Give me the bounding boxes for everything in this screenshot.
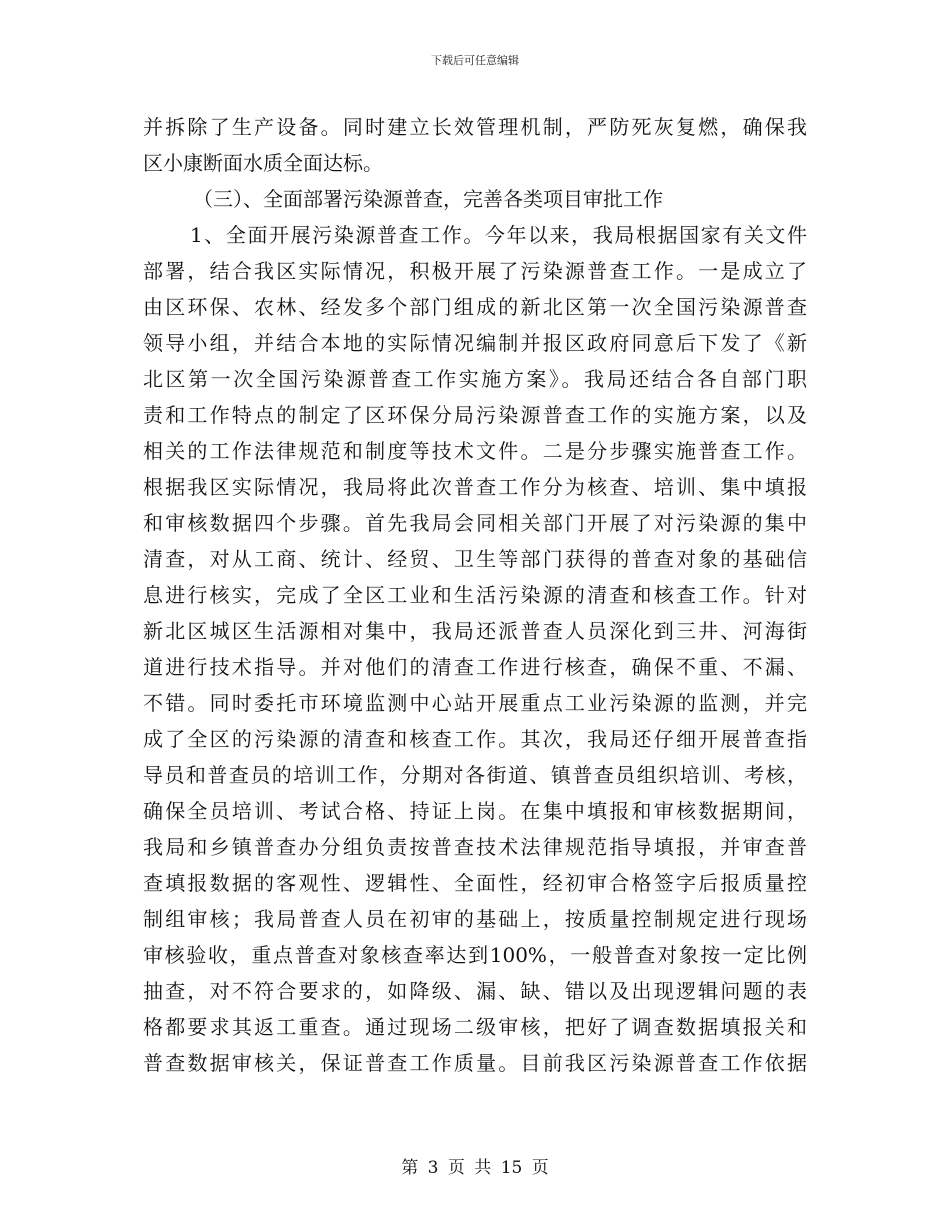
text-line: 格都要求其返工重查。通过现场二级审核，把好了调查数据填报关和 [143, 1015, 807, 1039]
text-line: 新北区城区生活源相对集中，我局还派普查人员深化到三井、河海街 [143, 619, 807, 643]
text-line: 查填报数据的客观性、逻辑性、全面性，经初审合格签字后报质量控 [143, 871, 807, 895]
text-line: 相关的工作法律规范和制度等技术文件。二是分步骤实施普查工作。 [143, 439, 807, 463]
text-line: 道进行技术指导。并对他们的清查工作进行核查，确保不重、不漏、 [143, 655, 807, 679]
text-line: 区小康断面水质全面达标。 [143, 151, 383, 175]
text-line: 清查，对从工商、统计、经贸、卫生等部门获得的普查对象的基础信 [143, 547, 807, 571]
text-line: 息进行核实，完成了全区工业和生活污染源的清查和核查工作。针对 [143, 583, 807, 607]
text-line: 审核验收，重点普查对象核查率达到100%，一般普查对象按一定比例 [143, 943, 807, 967]
section-heading: （三）、全面部署污染源普查，完善各类项目审批工作 [193, 187, 663, 211]
page-header: 下载后可任意编辑 [431, 54, 519, 67]
text-line: 领导小组，并结合本地的实际情况编制并报区政府同意后下发了《新 [143, 331, 807, 355]
page-footer: 第 3 页 共 15 页 [401, 1158, 549, 1178]
text-line: 我局和乡镇普查办分组负责按普查技术法律规范指导填报，并审查普 [143, 835, 807, 859]
text-line: 制组审核；我局普查人员在初审的基础上，按质量控制规定进行现场 [143, 907, 807, 931]
text-line: 北区第一次全国污染源普查工作实施方案》。我局还结合各自部门职 [143, 367, 807, 391]
document-body [143, 109, 807, 1081]
text-line: 确保全员培训、考试合格、持证上岗。在集中填报和审核数据期间， [143, 799, 807, 823]
text-line: 不错。同时委托市环境监测中心站开展重点工业污染源的监测，并完 [143, 691, 807, 715]
text-line: 由区环保、农林、经发多个部门组成的新北区第一次全国污染源普查 [143, 295, 807, 319]
text-line: 普查数据审核关，保证普查工作质量。目前我区污染源普查工作依据 [143, 1051, 807, 1075]
text-line: 导员和普查员的培训工作，分期对各街道、镇普查员组织培训、考核， [143, 763, 807, 787]
text-line: 责和工作特点的制定了区环保分局污染源普查工作的实施方案，以及 [143, 403, 807, 427]
text-line: 抽查，对不符合要求的，如降级、漏、缺、错以及出现逻辑问题的表 [143, 979, 807, 1003]
text-line: 成了全区的污染源的清查和核查工作。其次，我局还仔细开展普查指 [143, 727, 807, 751]
text-line: 和审核数据四个步骤。首先我局会同相关部门开展了对污染源的集中 [143, 511, 807, 535]
text-line: 1、全面开展污染源普查工作。今年以来，我局根据国家有关文件 [190, 223, 807, 247]
text-line: 并拆除了生产设备。同时建立长效管理机制，严防死灰复燃，确保我 [143, 115, 807, 139]
text-line: 根据我区实际情况，我局将此次普查工作分为核查、培训、集中填报 [143, 475, 807, 499]
text-line: 部署，结合我区实际情况，积极开展了污染源普查工作。一是成立了 [143, 259, 807, 283]
